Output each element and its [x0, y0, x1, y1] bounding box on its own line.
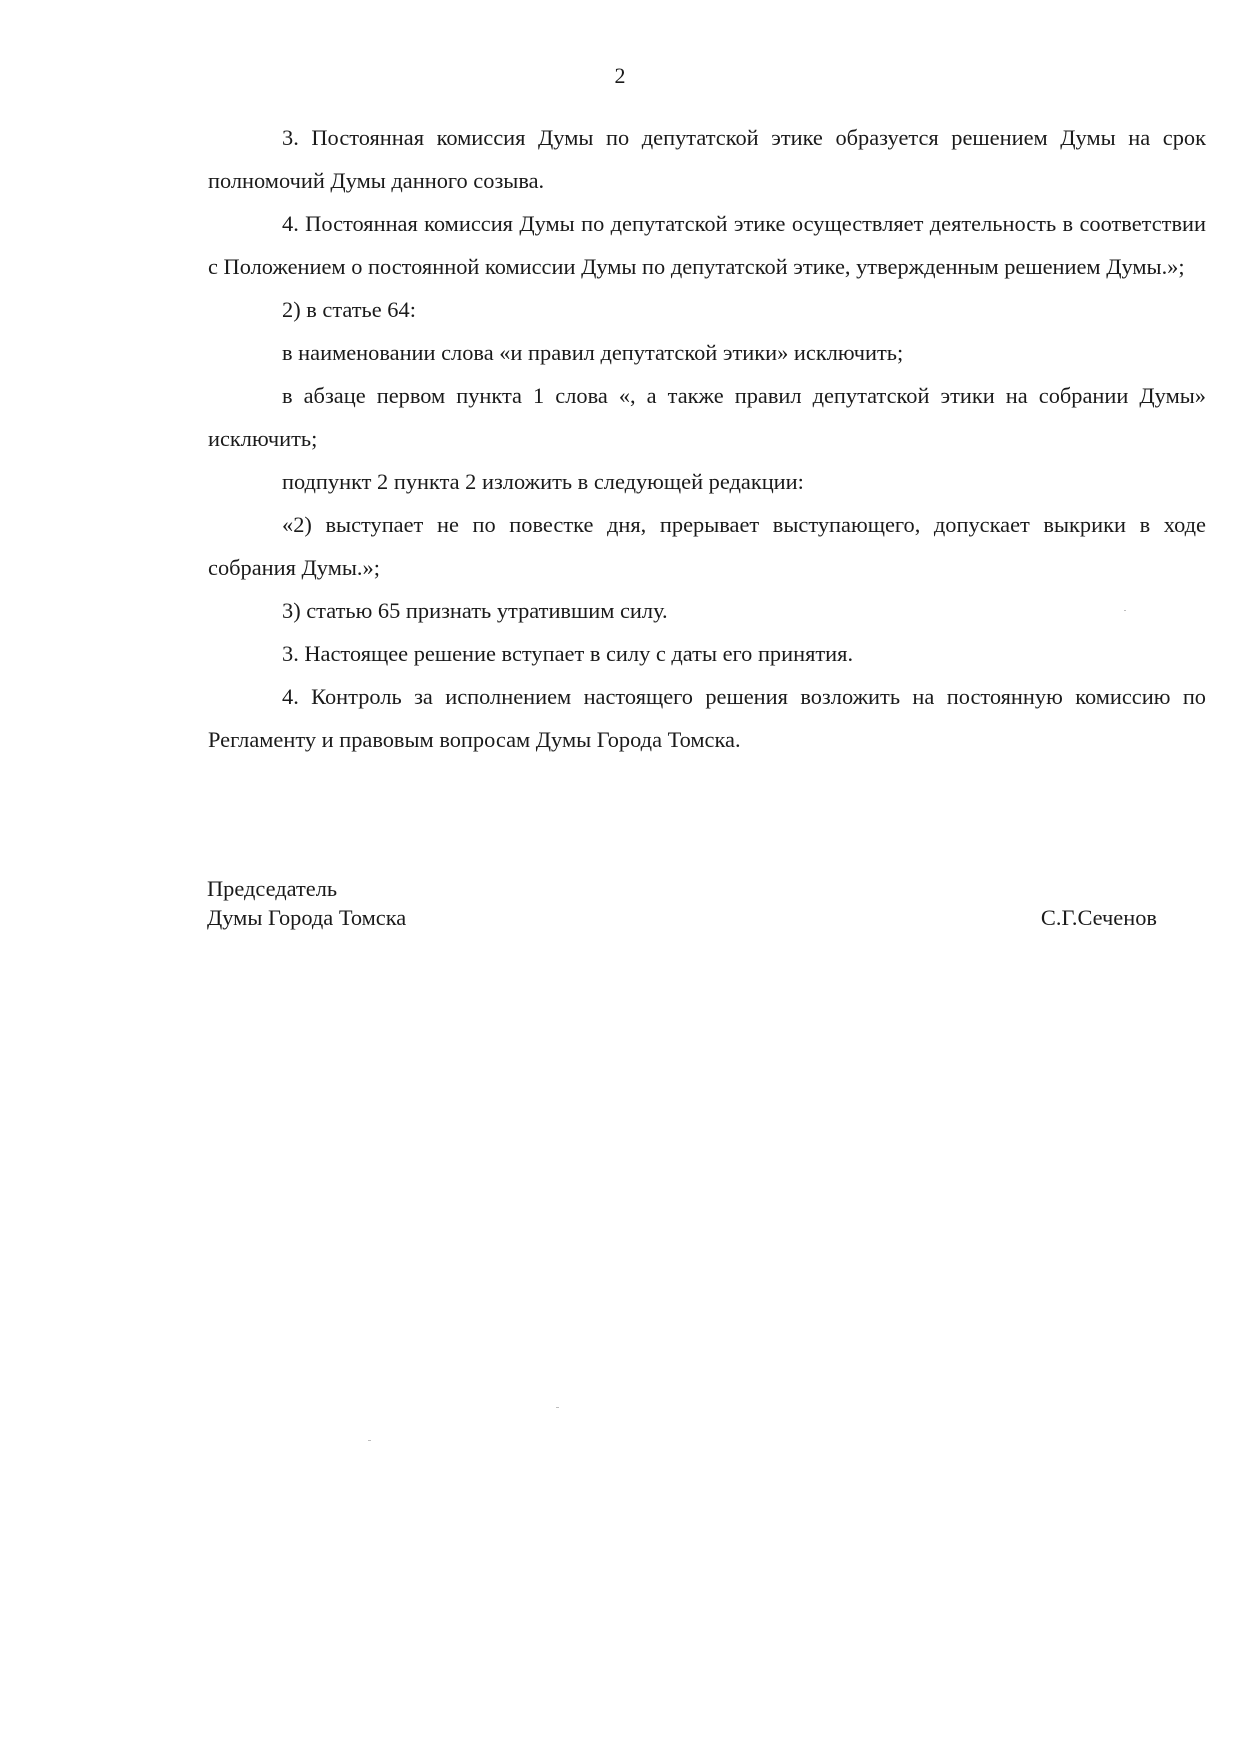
paragraph: в абзаце первом пункта 1 слова «, а также правил депутатской этики на собрании Думы» исключить;	[208, 383, 1206, 451]
signatory-title-line2: Думы Города Томска	[207, 905, 407, 930]
paragraph: подпункт 2 пункта 2 изложить в следующей редакции:	[282, 469, 804, 494]
paragraph: 4. Контроль за исполнением настоящего решения возложить на постоянную комиссию по Регламенту и правовым вопросам Думы Города Томска.	[208, 684, 1206, 752]
scan-speck	[556, 1407, 559, 1408]
paragraph: 3) статью 65 признать утратившим силу.	[282, 598, 668, 623]
paragraph: 3. Постоянная комиссия Думы по депутатской этике образуется решением Думы на срок полномочий Думы данного созыва.	[208, 125, 1206, 193]
paragraph: 4. Постоянная комиссия Думы по депутатской этике осуществляет деятельность в соответствии с Положением о постоянной комиссии Думы по депутатской этике, утвержденным решением Думы.»;	[208, 211, 1206, 279]
paragraph: 2) в статье 64:	[282, 297, 416, 322]
signatory-title-line1: Председатель	[207, 876, 338, 901]
paragraph: «2) выступает не по повестке дня, прерывает выступающего, допускает выкрики в ходе собрания Думы.»;	[208, 512, 1206, 580]
signature-block	[207, 874, 1157, 932]
scan-speck	[1124, 610, 1126, 611]
scan-speck	[368, 1440, 371, 1441]
paragraph: 3. Настоящее решение вступает в силу с даты его принятия.	[282, 641, 854, 666]
document-body	[208, 116, 1206, 761]
page-number: 2	[614, 63, 626, 88]
signatory-name: С.Г.Сеченов	[1040, 905, 1157, 930]
paragraph: в наименовании слова «и правил депутатской этики» исключить;	[282, 340, 904, 365]
